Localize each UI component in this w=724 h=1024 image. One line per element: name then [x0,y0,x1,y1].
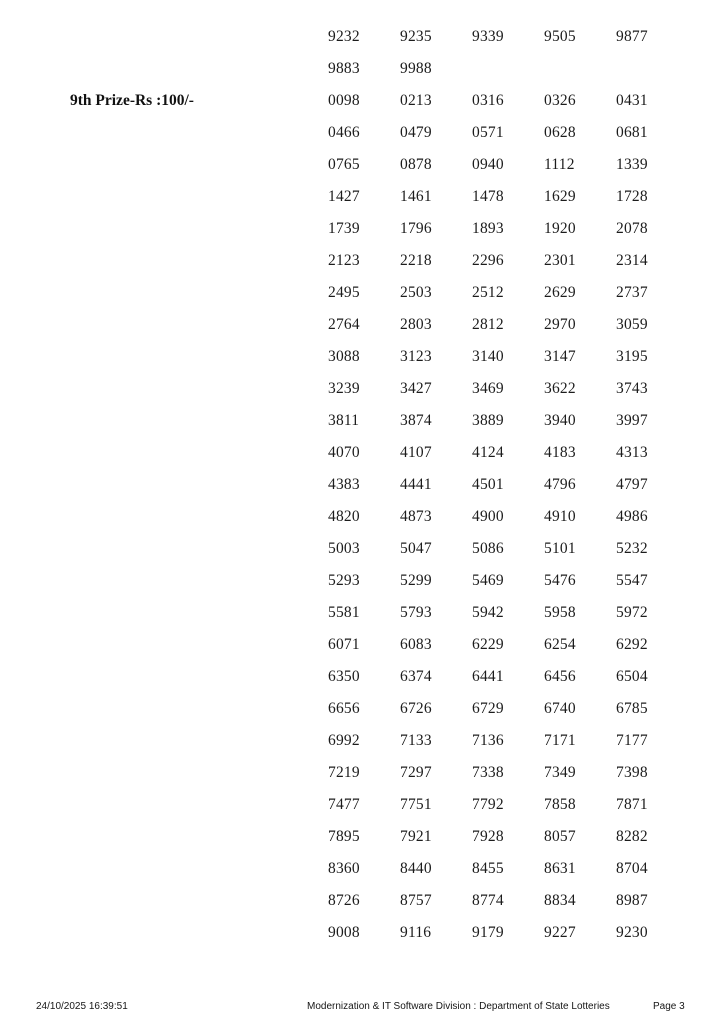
number-row [328,277,698,309]
footer-page-number: Page 3 [653,1001,685,1012]
winning-number: 6071 [328,636,360,653]
number-row [328,213,698,245]
winning-number: 8726 [328,892,360,909]
winning-number: 6992 [328,732,360,749]
winning-number: 6729 [472,700,504,717]
winning-number: 0431 [616,92,648,109]
winning-number: 7219 [328,764,360,781]
number-row [328,341,698,373]
winning-number: 9179 [472,924,504,941]
number-row [328,629,698,661]
winning-number: 2970 [544,316,576,333]
winning-number: 4900 [472,508,504,525]
winning-number: 6656 [328,700,360,717]
winning-number: 3940 [544,412,576,429]
winning-number: 1629 [544,188,576,205]
winning-number: 7398 [616,764,648,781]
winning-number: 5101 [544,540,576,557]
winning-number: 6083 [400,636,432,653]
number-row [328,85,698,117]
number-row [328,917,698,949]
number-row [328,181,698,213]
winning-number: 8455 [472,860,504,877]
winning-number: 9232 [328,28,360,45]
winning-number: 7751 [400,796,432,813]
winning-number: 7928 [472,828,504,845]
winning-number: 1478 [472,188,504,205]
winning-number: 0681 [616,124,648,141]
winning-number: 4441 [400,476,432,493]
winning-number: 8631 [544,860,576,877]
winning-number: 8757 [400,892,432,909]
winning-number: 8360 [328,860,360,877]
winning-number: 0479 [400,124,432,141]
number-row [328,405,698,437]
winning-number: 4501 [472,476,504,493]
number-row [328,21,698,53]
winning-number: 8774 [472,892,504,909]
winning-number: 7895 [328,828,360,845]
number-row [328,501,698,533]
winning-number: 2512 [472,284,504,301]
winning-number: 7871 [616,796,648,813]
winning-number: 0466 [328,124,360,141]
winning-number: 2629 [544,284,576,301]
number-row [328,117,698,149]
winning-number: 0213 [400,92,432,109]
winning-number: 8987 [616,892,648,909]
winning-number: 3239 [328,380,360,397]
winning-number: 7171 [544,732,576,749]
winning-number: 4313 [616,444,648,461]
winning-number: 4796 [544,476,576,493]
winning-number: 8282 [616,828,648,845]
number-row [328,533,698,565]
winning-number: 4986 [616,508,648,525]
winning-number: 0571 [472,124,504,141]
winning-number: 2314 [616,252,648,269]
winning-number: 5581 [328,604,360,621]
winning-number: 5793 [400,604,432,621]
number-row [328,149,698,181]
prize-tier-label: 9th Prize-Rs :100/- [70,92,194,109]
winning-number: 0628 [544,124,576,141]
winning-number: 6254 [544,636,576,653]
winning-number: 5003 [328,540,360,557]
winning-numbers-grid-9th-prize [328,85,698,949]
winning-number: 9230 [616,924,648,941]
winning-number: 4070 [328,444,360,461]
winning-number: 2218 [400,252,432,269]
number-row [328,373,698,405]
winning-number: 9988 [400,60,432,77]
number-row [328,469,698,501]
number-row [328,821,698,853]
winning-numbers-grid-carryover [328,21,698,85]
winning-number: 7297 [400,764,432,781]
winning-number: 2123 [328,252,360,269]
winning-number: 3469 [472,380,504,397]
winning-number: 5958 [544,604,576,621]
winning-number: 6726 [400,700,432,717]
winning-number: 2296 [472,252,504,269]
winning-number: 3088 [328,348,360,365]
winning-number: 6292 [616,636,648,653]
winning-number: 2812 [472,316,504,333]
number-row [328,309,698,341]
winning-number: 3123 [400,348,432,365]
winning-number: 7792 [472,796,504,813]
winning-number: 6504 [616,668,648,685]
number-row [328,725,698,757]
winning-number: 4797 [616,476,648,493]
winning-number: 1339 [616,156,648,173]
winning-number: 9008 [328,924,360,941]
winning-number: 7133 [400,732,432,749]
winning-number: 6441 [472,668,504,685]
winning-number: 9505 [544,28,576,45]
winning-number: 0326 [544,92,576,109]
winning-number: 2803 [400,316,432,333]
winning-number: 6456 [544,668,576,685]
winning-number: 3889 [472,412,504,429]
winning-number: 9235 [400,28,432,45]
number-row [328,53,698,85]
winning-number: 4873 [400,508,432,525]
winning-number: 3997 [616,412,648,429]
winning-number: 8440 [400,860,432,877]
winning-number: 1796 [400,220,432,237]
winning-number: 1920 [544,220,576,237]
winning-number: 6229 [472,636,504,653]
winning-number: 3622 [544,380,576,397]
footer-division-text: Modernization & IT Software Division : Department of State Lotteries [307,1001,610,1012]
winning-number: 5972 [616,604,648,621]
winning-number: 5547 [616,572,648,589]
winning-number: 3059 [616,316,648,333]
winning-number: 3743 [616,380,648,397]
winning-number: 9116 [400,924,432,941]
winning-number: 3140 [472,348,504,365]
page-footer [0,1001,724,1017]
winning-number: 5942 [472,604,504,621]
winning-number: 3427 [400,380,432,397]
winning-number: 5086 [472,540,504,557]
winning-number: 9339 [472,28,504,45]
winning-number: 6350 [328,668,360,685]
number-row [328,789,698,821]
winning-number: 7338 [472,764,504,781]
winning-number: 4383 [328,476,360,493]
winning-number: 3811 [328,412,360,429]
winning-number: 9877 [616,28,648,45]
winning-number: 8704 [616,860,648,877]
winning-number: 4183 [544,444,576,461]
number-row [328,597,698,629]
winning-number: 1739 [328,220,360,237]
winning-number: 3874 [400,412,432,429]
winning-number: 1427 [328,188,360,205]
winning-number: 2503 [400,284,432,301]
winning-number: 2495 [328,284,360,301]
winning-number: 3195 [616,348,648,365]
number-row [328,661,698,693]
winning-number: 2078 [616,220,648,237]
winning-number: 5469 [472,572,504,589]
winning-number: 5476 [544,572,576,589]
winning-number: 5293 [328,572,360,589]
winning-number: 6374 [400,668,432,685]
winning-number: 0098 [328,92,360,109]
number-row [328,693,698,725]
winning-number: 4910 [544,508,576,525]
winning-number: 2764 [328,316,360,333]
winning-number: 7921 [400,828,432,845]
winning-number: 1728 [616,188,648,205]
winning-number: 0316 [472,92,504,109]
winning-number: 2301 [544,252,576,269]
number-row [328,853,698,885]
winning-number: 1112 [544,156,575,173]
winning-number: 8834 [544,892,576,909]
winning-number: 7858 [544,796,576,813]
winning-number: 7477 [328,796,360,813]
winning-number: 0940 [472,156,504,173]
winning-number: 2737 [616,284,648,301]
winning-number: 8057 [544,828,576,845]
winning-number: 5047 [400,540,432,557]
footer-timestamp: 24/10/2025 16:39:51 [36,1001,128,1012]
winning-number: 6785 [616,700,648,717]
winning-number: 7349 [544,764,576,781]
winning-number: 3147 [544,348,576,365]
number-row [328,245,698,277]
winning-number: 4124 [472,444,504,461]
winning-number: 5232 [616,540,648,557]
number-row [328,757,698,789]
winning-number: 9227 [544,924,576,941]
winning-number: 0878 [400,156,432,173]
winning-number: 4820 [328,508,360,525]
winning-number: 1461 [400,188,432,205]
winning-number: 5299 [400,572,432,589]
number-row [328,885,698,917]
number-row [328,565,698,597]
winning-number: 7177 [616,732,648,749]
winning-number: 6740 [544,700,576,717]
winning-number: 0765 [328,156,360,173]
winning-number: 1893 [472,220,504,237]
winning-number: 7136 [472,732,504,749]
winning-number: 4107 [400,444,432,461]
winning-number: 9883 [328,60,360,77]
number-row [328,437,698,469]
